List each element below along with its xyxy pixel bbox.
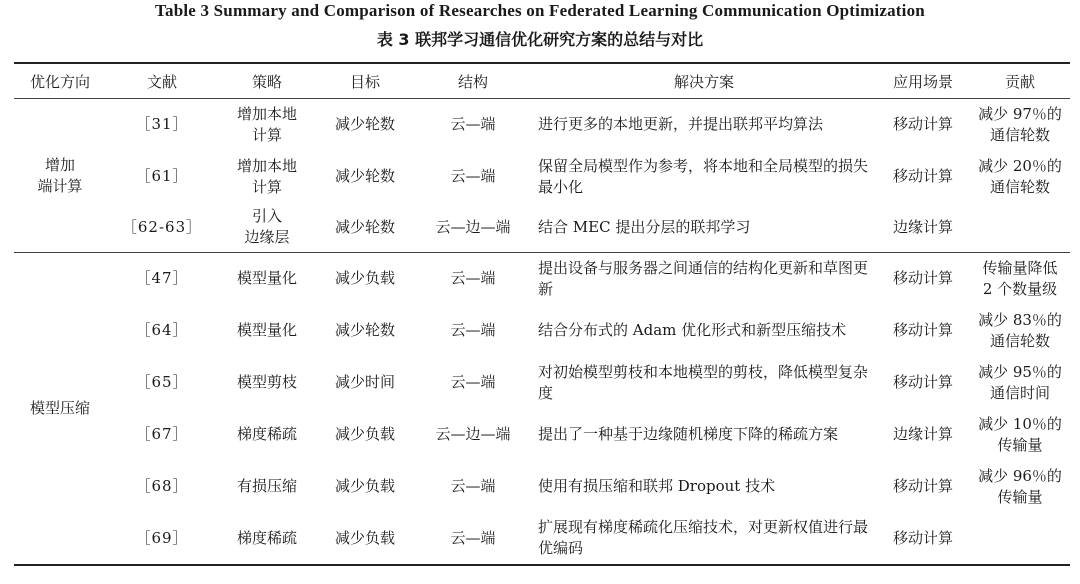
- table-row: [14, 151, 1070, 203]
- architecture-cell: 云—端: [450, 373, 496, 391]
- contribution-cell: [970, 203, 1070, 253]
- table-title-chinese: 表 3 联邦学习通信优化研究方案的总结与对比: [376, 30, 704, 49]
- header-goal: 目标: [316, 63, 414, 99]
- table-row: [14, 99, 1070, 151]
- table-row: [14, 409, 1070, 461]
- architecture-cell: 云—端: [450, 269, 496, 288]
- solution-cell: 扩展现有梯度稀疏化压缩技术，对更新权值进行最优编码: [532, 513, 876, 565]
- goal-cell: 减少负载: [334, 477, 395, 495]
- table-row: [14, 203, 1070, 253]
- header-solution: 解决方案: [532, 63, 876, 99]
- contribution-cell: 减少 10％的 传输量: [978, 414, 1062, 454]
- header-contribution: 贡献: [970, 63, 1070, 99]
- direction-cell: 模型压缩: [14, 253, 106, 565]
- architecture-cell: 云—边—端: [435, 425, 511, 443]
- reference-cell: ［64］: [135, 321, 189, 339]
- contribution-cell: [970, 513, 1070, 565]
- scene-cell: 移动计算: [876, 513, 970, 565]
- strategy-cell: 梯度稀疏: [218, 513, 316, 565]
- table-title-english: Table 3 Summary and Comparison of Researches on Federated Learning Communication Optimization: [155, 1, 925, 20]
- contribution-cell: 减少 97％的 通信轮数: [978, 104, 1062, 144]
- goal-cell: 减少时间: [334, 373, 395, 391]
- solution-cell: 对初始模型剪枝和本地模型的剪枝，降低模型复杂度: [538, 362, 869, 402]
- goal-cell: 减少负载: [334, 425, 395, 443]
- strategy-cell: 有损压缩: [236, 477, 297, 495]
- scene-cell: 边缘计算: [892, 425, 953, 443]
- goal-cell: 减少轮数: [334, 115, 395, 134]
- contribution-cell: 减少 83％的 通信轮数: [978, 310, 1062, 350]
- reference-cell: ［61］: [135, 167, 189, 185]
- solution-cell: 使用有损压缩和联邦 Dropout 技术: [538, 477, 776, 495]
- architecture-cell: 云—端: [450, 167, 496, 185]
- contribution-cell: 减少 96％的 传输量: [978, 466, 1062, 506]
- scene-cell: 移动计算: [892, 115, 953, 134]
- comparison-table: [14, 62, 1070, 566]
- scene-cell: 移动计算: [892, 373, 953, 391]
- solution-cell: 提出设备与服务器之间通信的结构化更新和草图更新: [538, 258, 869, 298]
- architecture-cell: 云—端: [450, 477, 496, 495]
- strategy-cell: 模型量化: [236, 269, 297, 288]
- table-row: [14, 357, 1070, 409]
- solution-cell: 提出了一种基于边缘随机梯度下降的稀疏方案: [538, 425, 839, 443]
- reference-cell: ［69］: [106, 513, 218, 565]
- solution-cell: 进行更多的本地更新，并提出联邦平均算法: [538, 115, 824, 134]
- contribution-cell: 减少 95％的 通信时间: [978, 362, 1062, 402]
- header-row: [14, 63, 1070, 99]
- header-reference: 文献: [106, 63, 218, 99]
- solution-cell: 结合分布式的 Adam 优化形式和新型压缩技术: [538, 321, 847, 339]
- architecture-cell: 云—端: [414, 513, 532, 565]
- scene-cell: 移动计算: [892, 477, 953, 495]
- solution-cell: 保留全局模型作为参考，将本地和全局模型的损失最小化: [538, 156, 869, 196]
- header-strategy: 策略: [218, 63, 316, 99]
- table-row: [14, 305, 1070, 357]
- scene-cell: 移动计算: [892, 321, 953, 339]
- header-architecture: 结构: [414, 63, 532, 99]
- architecture-cell: 云—端: [450, 115, 496, 134]
- goal-cell: 减少轮数: [334, 321, 395, 339]
- goal-cell: 减少轮数: [316, 203, 414, 253]
- scene-cell: 移动计算: [892, 269, 953, 288]
- direction-cell: 增加 端计算: [14, 99, 106, 253]
- solution-cell: 结合 MEC 提出分层的联邦学习: [532, 203, 876, 253]
- reference-cell: ［47］: [135, 269, 189, 288]
- table-row: [14, 513, 1070, 565]
- reference-cell: ［67］: [135, 425, 189, 443]
- architecture-cell: 云—端: [450, 321, 496, 339]
- strategy-cell: 增加本地 计算: [236, 156, 297, 196]
- scene-cell: 边缘计算: [876, 203, 970, 253]
- scene-cell: 移动计算: [892, 167, 953, 185]
- architecture-cell: 云—边—端: [414, 203, 532, 253]
- goal-cell: 减少负载: [316, 513, 414, 565]
- contribution-cell: 减少 20％的 通信轮数: [978, 156, 1062, 196]
- strategy-cell: 增加本地 计算: [236, 104, 297, 144]
- reference-cell: ［65］: [135, 373, 189, 391]
- strategy-cell: 引入 边缘层: [218, 203, 316, 253]
- strategy-cell: 模型量化: [236, 321, 297, 339]
- goal-cell: 减少轮数: [334, 167, 395, 185]
- reference-cell: ［68］: [135, 477, 189, 495]
- reference-cell: ［62-63］: [106, 203, 218, 253]
- table-row: [14, 461, 1070, 513]
- strategy-cell: 模型剪枝: [236, 373, 297, 391]
- goal-cell: 减少负载: [334, 269, 395, 288]
- contribution-cell: 传输量降低 2 个数量级: [982, 258, 1058, 298]
- table-row: [14, 253, 1070, 305]
- header-direction: 优化方向: [14, 63, 106, 99]
- reference-cell: ［31］: [135, 115, 189, 134]
- strategy-cell: 梯度稀疏: [236, 425, 297, 443]
- header-scene: 应用场景: [876, 63, 970, 99]
